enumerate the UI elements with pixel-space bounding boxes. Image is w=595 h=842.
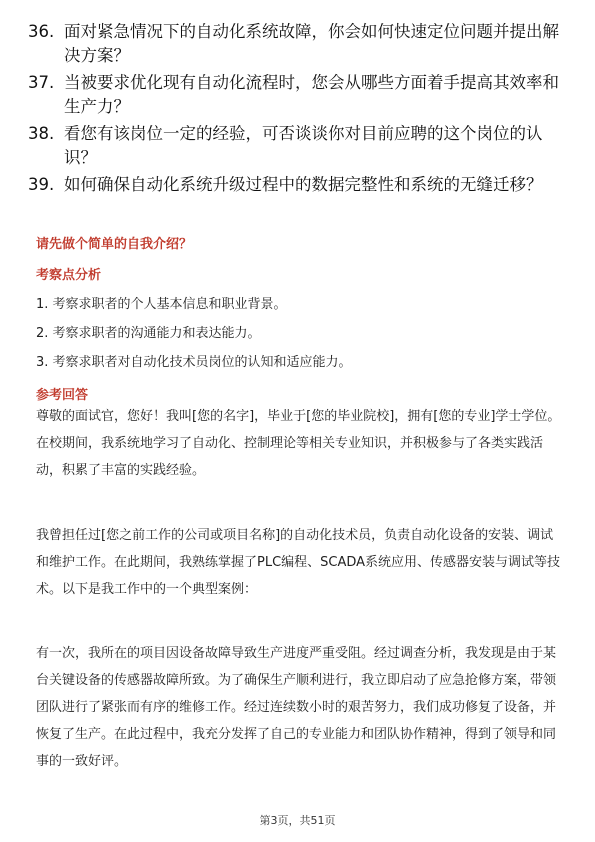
question-item <box>28 122 568 170</box>
answer-heading: 参考回答 <box>36 388 89 403</box>
answer-paragraph-3 <box>36 640 562 775</box>
intro-question-section <box>36 236 562 254</box>
analysis-list <box>36 296 562 372</box>
answer-paragraph-2 <box>36 522 562 603</box>
analysis-item: 1. 考察求职者的个人基本信息和职业背景。 <box>36 297 287 312</box>
question-list <box>28 20 568 200</box>
question-item <box>28 71 568 119</box>
analysis-item: 2. 考察求职者的沟通能力和表达能力。 <box>36 326 261 341</box>
question-text: 面对紧急情况下的自动化系统故障，你会如何快速定位问题并提出解决方案？ <box>64 22 559 65</box>
answer-paragraph: 有一次，我所在的项目因设备故障导致生产进度严重受阻。经过调查分析，我发现是由于某台关键设备的传感器故障所致。为了确保生产顺利进行，我立即启动了应急抢修方案，带领团队进行了紧张而有序的维修工作。经过连续数小时的艰苦努力，我们成功修复了设备，并恢复了生产。在此过程中，我充分发挥了自己的专业能力和团队协作精神，得到了领导和同事的一致好评。 <box>36 646 557 769</box>
question-text: 如何确保自动化系统升级过程中的数据完整性和系统的无缝迁移？ <box>64 175 543 194</box>
question-item <box>28 173 568 197</box>
question-number: 39. <box>28 175 55 194</box>
answer-paragraph-1 <box>36 403 562 484</box>
question-number: 37. <box>28 73 55 92</box>
question-item <box>28 20 568 68</box>
intro-question-heading: 请先做个简单的自我介绍？ <box>36 237 193 252</box>
question-number: 36. <box>28 22 55 41</box>
question-text: 看您有该岗位一定的经验，可否谈谈你对目前应聘的这个岗位的认识？ <box>64 124 543 167</box>
answer-paragraph: 尊敬的面试官，您好！我叫[您的名字]，毕业于[您的毕业院校]，拥有[您的专业]学士学位。在校期间，我系统地学习了自动化、控制理论等相关专业知识，并积极参与了各类实践活动，积累了丰富的实践经验。 <box>36 409 561 478</box>
analysis-item: 3. 考察求职者对自动化技术员岗位的认知和适应能力。 <box>36 355 352 370</box>
analysis-section <box>36 267 562 285</box>
question-text: 当被要求优化现有自动化流程时，您会从哪些方面着手提高其效率和生产力？ <box>64 73 559 116</box>
question-number: 38. <box>28 124 55 143</box>
analysis-heading: 考察点分析 <box>36 268 102 283</box>
answer-paragraph: 我曾担任过[您之前工作的公司或项目名称]的自动化技术员，负责自动化设备的安装、调试和维护工作。在此期间，我熟练掌握了PLC编程、SCADA系统应用、传感器安装与调试等技术。以下是我工作中的一个典型案例： <box>36 528 561 597</box>
page-footer: 第3页，共51页 <box>259 814 336 827</box>
